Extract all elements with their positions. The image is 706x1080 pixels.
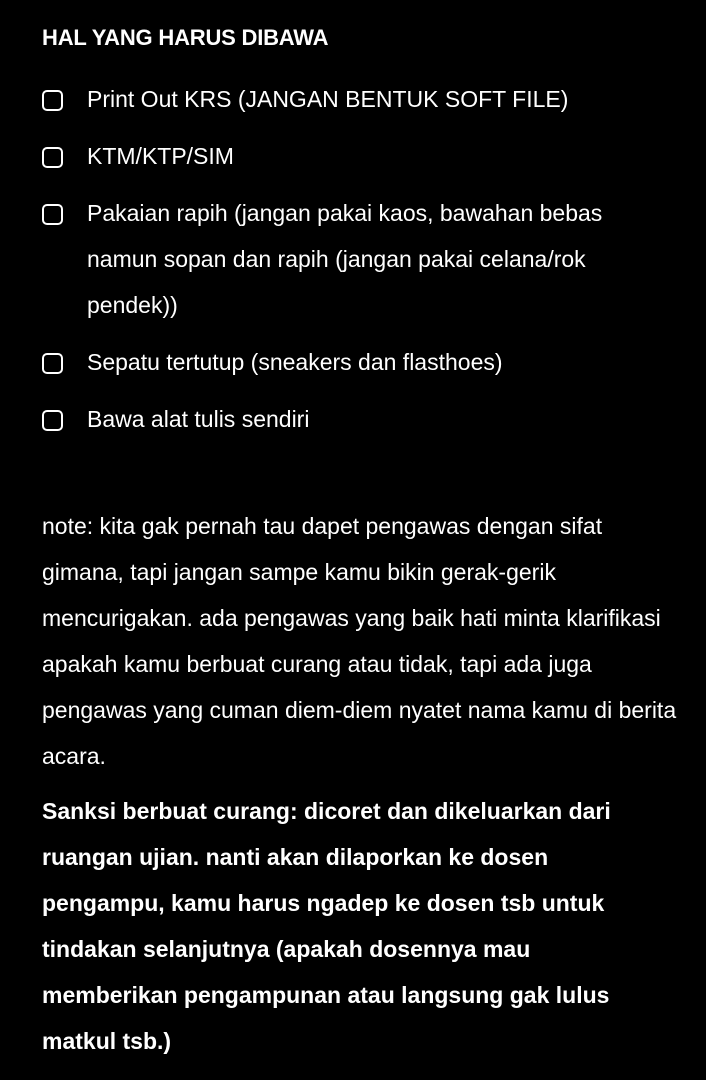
- checklist-item-label: Sepatu tertutup (sneakers dan flasthoes): [87, 349, 503, 375]
- checklist-item-label: Pakaian rapih (jangan pakai kaos, bawahan bebas namun sopan dan rapih (jangan pakai celana/rok pendek)): [87, 200, 603, 318]
- checklist-heading: HAL YANG HARUS DIBAWA: [42, 25, 329, 50]
- checkbox-icon[interactable]: [42, 410, 63, 431]
- checklist-item-krs[interactable]: [42, 76, 672, 122]
- checkbox-icon[interactable]: [42, 204, 63, 225]
- note-paragraph: note: kita gak pernah tau dapet pengawas dengan sifat gimana, tapi jangan sampe kamu bikin gerak-gerik mencurigakan. ada pengawas yang baik hati minta klarifikasi apakah kamu berbuat curang atau tidak, tapi ada juga pengawas yang cuman diem-diem nyatet nama kamu di berita acara.: [42, 513, 677, 769]
- checklist-item-label: KTM/KTP/SIM: [87, 143, 234, 169]
- checklist-item-clothing[interactable]: [42, 190, 672, 328]
- note-document: [42, 22, 677, 1064]
- checkbox-icon[interactable]: [42, 353, 63, 374]
- checklist-item-shoes[interactable]: [42, 339, 672, 385]
- checkbox-icon[interactable]: [42, 90, 63, 111]
- checklist-item-label: Bawa alat tulis sendiri: [87, 406, 310, 432]
- checklist-item-stationery[interactable]: [42, 396, 672, 442]
- checklist-item-id-card[interactable]: [42, 133, 672, 179]
- checkbox-icon[interactable]: [42, 147, 63, 168]
- sanction-paragraph: Sanksi berbuat curang: dicoret dan dikeluarkan dari ruangan ujian. nanti akan dilaporkan ke dosen pengampu, kamu harus ngadep ke dosen tsb untuk tindakan selanjutnya (apakah dosennya mau memberikan pengampunan atau langsung gak lulus matkul tsb.): [42, 798, 611, 1054]
- checklist-item-label: Print Out KRS (JANGAN BENTUK SOFT FILE): [87, 86, 569, 112]
- checklist: [42, 76, 672, 442]
